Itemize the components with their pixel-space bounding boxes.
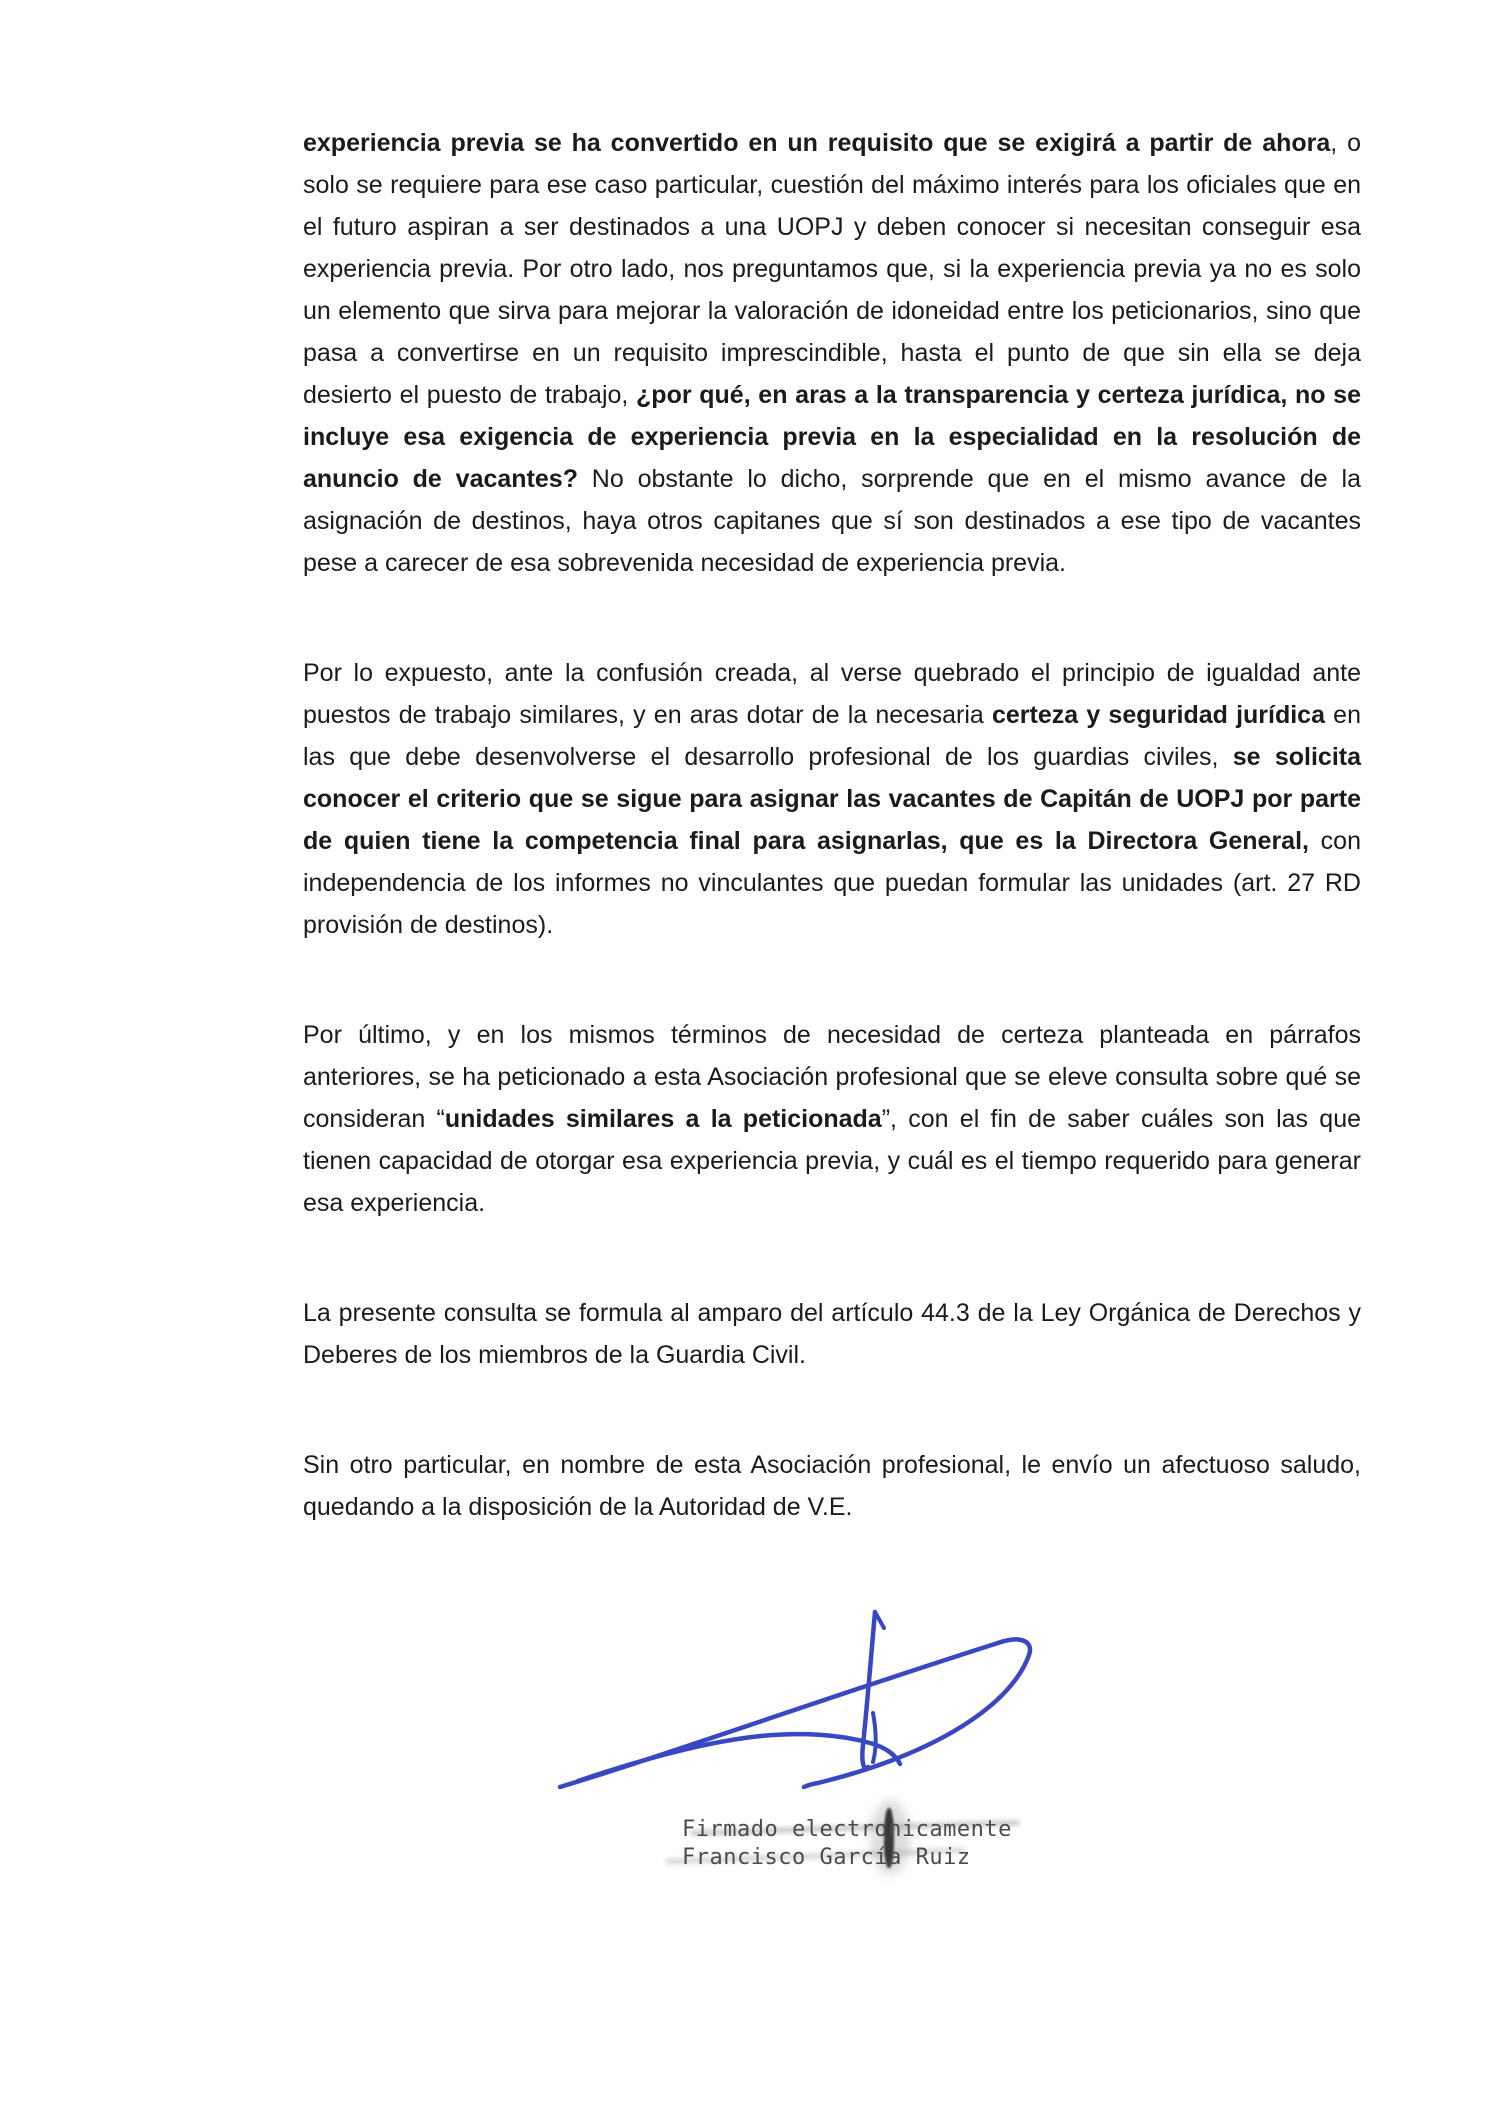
paragraph-sin-otro-particular: Sin otro particular, en nombre de esta Asociación profesional, le envío un afectuoso saludo, quedando a la disposición de la Autoridad de V.E. xyxy=(303,1451,1361,1521)
paragraph-experiencia-previa: experiencia previa se ha convertido en un requisito que se exigirá a partir de ahora, o solo se requiere para ese caso particular, cuestión del máximo interés para los oficiales que en el futuro aspiran a ser destinados a una UOPJ y deben conocer si necesitan conseguir esa experiencia previa. Por otro lado, nos preguntamos que, si la experiencia previa ya no es solo un elemento que sirva para mejorar la valoración de idoneidad entre los peticionarios, sino que pasa a convertirse en un requisito imprescindible, hasta el punto de que sin ella se deja desierto el puesto de trabajo, ¿por qué, en aras a la transparencia y certeza jurídica, no se incluye esa exigencia de experiencia previa en la especialidad en la resolución de anuncio de vacantes? No obstante lo dicho, sorprende que en el mismo avance de la asignación de destinos, haya otros capitanes que sí son destinados a ese tipo de vacantes pese a carecer de esa sobrevenida necesidad de experiencia previa. xyxy=(303,129,1361,577)
signer-name-line: Francisco García Ruiz xyxy=(682,1845,971,1870)
electronic-signature-text xyxy=(682,1816,1012,1872)
letter-body xyxy=(303,122,1361,1528)
signed-electronically-line: Firmado electronicamente xyxy=(682,1817,1012,1842)
signature-ink xyxy=(540,1595,1100,1815)
signature-block xyxy=(540,1595,1120,1895)
paragraph-la-presente-consulta: La presente consulta se formula al amparo del artículo 44.3 de la Ley Orgánica de Derechos y Deberes de los miembros de la Guardia Civil. xyxy=(303,1299,1361,1369)
paragraph-por-lo-expuesto: Por lo expuesto, ante la confusión creada, al verse quebrado el principio de igualdad ante puestos de trabajo similares, y en aras dotar de la necesaria certeza y seguridad jurídica en las que debe desenvolverse el desarrollo profesional de los guardias civiles, se solicita conocer el criterio que se sigue para asignar las vacantes de Capitán de UOPJ por parte de quien tiene la competencia final para asignarlas, que es la Directora General, con independencia de los informes no vinculantes que puedan formular las unidades (art. 27 RD provisión de destinos). xyxy=(303,659,1361,939)
paragraph-por-ultimo: Por último, y en los mismos términos de necesidad de certeza planteada en párrafos anteriores, se ha peticionado a esta Asociación profesional que se eleve consulta sobre qué se consideran “unidades similares a la peticionada”, con el fin de saber cuáles son las que tienen capacidad de otorgar esa experiencia previa, y cuál es el tiempo requerido para generar esa experiencia. xyxy=(303,1021,1362,1217)
